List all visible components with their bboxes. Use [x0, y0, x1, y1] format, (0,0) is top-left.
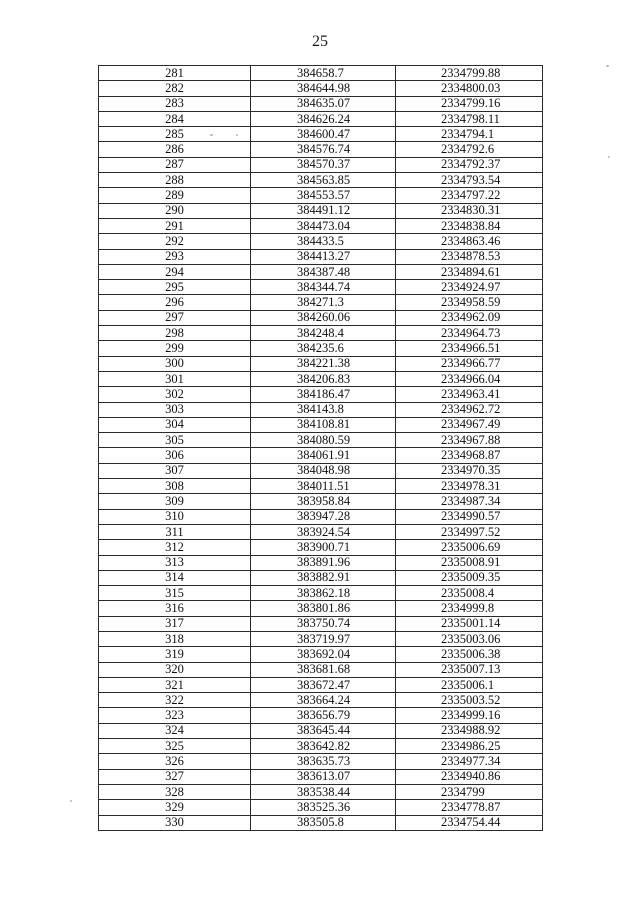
x-coordinate-cell: 384248.4 — [251, 326, 396, 341]
table-row — [99, 310, 543, 325]
scan-speck — [210, 134, 213, 136]
y-coordinate-cell: 2334754.44 — [396, 815, 543, 830]
y-coordinate-cell: 2334990.57 — [396, 509, 543, 524]
table-row — [99, 723, 543, 738]
x-coordinate-cell: 383882.91 — [251, 570, 396, 585]
scan-speck — [70, 800, 72, 802]
point-number-cell: 316 — [99, 601, 251, 616]
table-row — [99, 111, 543, 126]
y-coordinate-cell: 2335006.38 — [396, 647, 543, 662]
table-row — [99, 570, 543, 585]
x-coordinate-cell: 384235.6 — [251, 341, 396, 356]
x-coordinate-cell: 383635.73 — [251, 754, 396, 769]
table-row — [99, 708, 543, 723]
y-coordinate-cell: 2334966.51 — [396, 341, 543, 356]
point-number-cell: 295 — [99, 280, 251, 295]
y-coordinate-cell: 2334778.87 — [396, 800, 543, 815]
x-coordinate-cell: 384576.74 — [251, 142, 396, 157]
table-row — [99, 784, 543, 799]
table-row — [99, 433, 543, 448]
y-coordinate-cell: 2334986.25 — [396, 739, 543, 754]
table-row — [99, 280, 543, 295]
x-coordinate-cell: 383672.47 — [251, 677, 396, 692]
point-number-cell: 305 — [99, 433, 251, 448]
point-number-cell: 309 — [99, 494, 251, 509]
x-coordinate-cell: 383924.54 — [251, 524, 396, 539]
point-number-cell: 304 — [99, 417, 251, 432]
y-coordinate-cell: 2334793.54 — [396, 173, 543, 188]
y-coordinate-cell: 2335007.13 — [396, 662, 543, 677]
point-number-cell: 283 — [99, 96, 251, 111]
point-number-cell: 319 — [99, 647, 251, 662]
point-number-cell: 308 — [99, 479, 251, 494]
x-coordinate-cell: 383613.07 — [251, 769, 396, 784]
point-number-cell: 321 — [99, 677, 251, 692]
table-row — [99, 601, 543, 616]
y-coordinate-cell: 2334987.34 — [396, 494, 543, 509]
point-number-cell: 329 — [99, 800, 251, 815]
table-row — [99, 494, 543, 509]
x-coordinate-cell: 383801.86 — [251, 601, 396, 616]
y-coordinate-cell: 2334977.34 — [396, 754, 543, 769]
y-coordinate-cell: 2334978.31 — [396, 479, 543, 494]
x-coordinate-cell: 383692.04 — [251, 647, 396, 662]
x-coordinate-cell: 383900.71 — [251, 540, 396, 555]
x-coordinate-cell: 383719.97 — [251, 631, 396, 646]
y-coordinate-cell: 2334966.77 — [396, 356, 543, 371]
table-row — [99, 769, 543, 784]
table-row — [99, 555, 543, 570]
x-coordinate-cell: 384108.81 — [251, 417, 396, 432]
point-number-cell: 291 — [99, 218, 251, 233]
y-coordinate-cell: 2334940.86 — [396, 769, 543, 784]
point-number-cell: 314 — [99, 570, 251, 585]
table-row — [99, 647, 543, 662]
point-number-cell: 303 — [99, 402, 251, 417]
y-coordinate-cell: 2334958.59 — [396, 295, 543, 310]
y-coordinate-cell: 2334799.88 — [396, 66, 543, 81]
point-number-cell: 287 — [99, 157, 251, 172]
y-coordinate-cell: 2334798.11 — [396, 111, 543, 126]
y-coordinate-cell: 2334830.31 — [396, 203, 543, 218]
point-number-cell: 282 — [99, 81, 251, 96]
x-coordinate-cell: 384635.07 — [251, 96, 396, 111]
point-number-cell: 301 — [99, 371, 251, 386]
y-coordinate-cell: 2334988.92 — [396, 723, 543, 738]
x-coordinate-cell: 383958.84 — [251, 494, 396, 509]
page-number: 25 — [312, 33, 328, 50]
x-coordinate-cell: 384563.85 — [251, 173, 396, 188]
point-number-cell: 312 — [99, 540, 251, 555]
table-row — [99, 127, 543, 142]
x-coordinate-cell: 383664.24 — [251, 693, 396, 708]
x-coordinate-cell: 384626.24 — [251, 111, 396, 126]
y-coordinate-cell: 2335006.69 — [396, 540, 543, 555]
point-number-cell: 327 — [99, 769, 251, 784]
x-coordinate-cell: 384011.51 — [251, 479, 396, 494]
point-number-cell: 330 — [99, 815, 251, 830]
table-row — [99, 754, 543, 769]
point-number-cell: 318 — [99, 631, 251, 646]
x-coordinate-cell: 384221.38 — [251, 356, 396, 371]
x-coordinate-cell: 384570.37 — [251, 157, 396, 172]
x-coordinate-cell: 384658.7 — [251, 66, 396, 81]
table-row — [99, 264, 543, 279]
y-coordinate-cell: 2334794.1 — [396, 127, 543, 142]
point-number-cell: 311 — [99, 524, 251, 539]
coordinates-table — [98, 65, 543, 831]
x-coordinate-cell: 384600.47 — [251, 127, 396, 142]
y-coordinate-cell: 2335006.1 — [396, 677, 543, 692]
y-coordinate-cell: 2334799.16 — [396, 96, 543, 111]
point-number-cell: 296 — [99, 295, 251, 310]
x-coordinate-cell: 384387.48 — [251, 264, 396, 279]
x-coordinate-cell: 383656.79 — [251, 708, 396, 723]
x-coordinate-cell: 383750.74 — [251, 616, 396, 631]
scan-speck — [236, 134, 238, 136]
table-row — [99, 173, 543, 188]
table-row — [99, 677, 543, 692]
table-row — [99, 234, 543, 249]
x-coordinate-cell: 384061.91 — [251, 448, 396, 463]
x-coordinate-cell: 384048.98 — [251, 463, 396, 478]
x-coordinate-cell: 383891.96 — [251, 555, 396, 570]
y-coordinate-cell: 2334966.04 — [396, 371, 543, 386]
table-row — [99, 662, 543, 677]
x-coordinate-cell: 384473.04 — [251, 218, 396, 233]
point-number-cell: 320 — [99, 662, 251, 677]
x-coordinate-cell: 384143.8 — [251, 402, 396, 417]
point-number-cell: 281 — [99, 66, 251, 81]
table-row — [99, 142, 543, 157]
y-coordinate-cell: 2334968.87 — [396, 448, 543, 463]
point-number-cell: 286 — [99, 142, 251, 157]
point-number-cell: 307 — [99, 463, 251, 478]
y-coordinate-cell: 2334863.46 — [396, 234, 543, 249]
table-row — [99, 631, 543, 646]
table-row — [99, 249, 543, 264]
table-row — [99, 417, 543, 432]
x-coordinate-cell: 384433.5 — [251, 234, 396, 249]
x-coordinate-cell: 384413.27 — [251, 249, 396, 264]
table-row — [99, 326, 543, 341]
table-row — [99, 81, 543, 96]
x-coordinate-cell: 384491.12 — [251, 203, 396, 218]
point-number-cell: 284 — [99, 111, 251, 126]
point-number-cell: 323 — [99, 708, 251, 723]
y-coordinate-cell: 2335008.91 — [396, 555, 543, 570]
x-coordinate-cell: 383862.18 — [251, 586, 396, 601]
point-number-cell: 297 — [99, 310, 251, 325]
point-number-cell: 310 — [99, 509, 251, 524]
y-coordinate-cell: 2334962.09 — [396, 310, 543, 325]
table-row — [99, 616, 543, 631]
table-row — [99, 739, 543, 754]
x-coordinate-cell: 384271.3 — [251, 295, 396, 310]
y-coordinate-cell: 2334999.16 — [396, 708, 543, 723]
table-row — [99, 218, 543, 233]
y-coordinate-cell: 2335003.52 — [396, 693, 543, 708]
y-coordinate-cell: 2335008.4 — [396, 586, 543, 601]
x-coordinate-cell: 383505.8 — [251, 815, 396, 830]
point-number-cell: 326 — [99, 754, 251, 769]
point-number-cell: 285 — [99, 127, 251, 142]
point-number-cell: 315 — [99, 586, 251, 601]
point-number-cell: 325 — [99, 739, 251, 754]
x-coordinate-cell: 383525.36 — [251, 800, 396, 815]
y-coordinate-cell: 2334800.03 — [396, 81, 543, 96]
y-coordinate-cell: 2335009.35 — [396, 570, 543, 585]
x-coordinate-cell: 383642.82 — [251, 739, 396, 754]
y-coordinate-cell: 2334967.49 — [396, 417, 543, 432]
point-number-cell: 313 — [99, 555, 251, 570]
table-row — [99, 387, 543, 402]
table-row — [99, 66, 543, 81]
scan-speck — [606, 65, 609, 67]
x-coordinate-cell: 383947.28 — [251, 509, 396, 524]
table-row — [99, 448, 543, 463]
y-coordinate-cell: 2334999.8 — [396, 601, 543, 616]
x-coordinate-cell: 384260.06 — [251, 310, 396, 325]
y-coordinate-cell: 2334838.84 — [396, 218, 543, 233]
table-row — [99, 371, 543, 386]
table-row — [99, 463, 543, 478]
x-coordinate-cell: 383645.44 — [251, 723, 396, 738]
x-coordinate-cell: 384644.98 — [251, 81, 396, 96]
point-number-cell: 293 — [99, 249, 251, 264]
y-coordinate-cell: 2334997.52 — [396, 524, 543, 539]
table-row — [99, 295, 543, 310]
point-number-cell: 302 — [99, 387, 251, 402]
point-number-cell: 306 — [99, 448, 251, 463]
table-row — [99, 356, 543, 371]
table-row — [99, 540, 543, 555]
y-coordinate-cell: 2334792.6 — [396, 142, 543, 157]
y-coordinate-cell: 2334970.35 — [396, 463, 543, 478]
x-coordinate-cell: 384186.47 — [251, 387, 396, 402]
y-coordinate-cell: 2334967.88 — [396, 433, 543, 448]
y-coordinate-cell: 2334962.72 — [396, 402, 543, 417]
table-row — [99, 693, 543, 708]
table-row — [99, 509, 543, 524]
y-coordinate-cell: 2334799 — [396, 784, 543, 799]
table-row — [99, 815, 543, 830]
table-row — [99, 402, 543, 417]
x-coordinate-cell: 384553.57 — [251, 188, 396, 203]
coordinates-table-body — [99, 66, 543, 831]
y-coordinate-cell: 2334894.61 — [396, 264, 543, 279]
point-number-cell: 324 — [99, 723, 251, 738]
x-coordinate-cell: 384080.59 — [251, 433, 396, 448]
point-number-cell: 289 — [99, 188, 251, 203]
point-number-cell: 299 — [99, 341, 251, 356]
table-row — [99, 341, 543, 356]
y-coordinate-cell: 2335001.14 — [396, 616, 543, 631]
table-row — [99, 524, 543, 539]
point-number-cell: 290 — [99, 203, 251, 218]
point-number-cell: 298 — [99, 326, 251, 341]
table-row — [99, 800, 543, 815]
table-row — [99, 188, 543, 203]
y-coordinate-cell: 2334878.53 — [396, 249, 543, 264]
table-row — [99, 96, 543, 111]
scan-speck — [608, 156, 610, 158]
table-row — [99, 203, 543, 218]
table-row — [99, 586, 543, 601]
point-number-cell: 294 — [99, 264, 251, 279]
x-coordinate-cell: 383538.44 — [251, 784, 396, 799]
point-number-cell: 288 — [99, 173, 251, 188]
point-number-cell: 292 — [99, 234, 251, 249]
y-coordinate-cell: 2334792.37 — [396, 157, 543, 172]
table-row — [99, 479, 543, 494]
x-coordinate-cell: 384206.83 — [251, 371, 396, 386]
point-number-cell: 300 — [99, 356, 251, 371]
table-row — [99, 157, 543, 172]
x-coordinate-cell: 383681.68 — [251, 662, 396, 677]
point-number-cell: 328 — [99, 784, 251, 799]
y-coordinate-cell: 2334924.97 — [396, 280, 543, 295]
y-coordinate-cell: 2334963.41 — [396, 387, 543, 402]
y-coordinate-cell: 2334797.22 — [396, 188, 543, 203]
point-number-cell: 317 — [99, 616, 251, 631]
y-coordinate-cell: 2334964.73 — [396, 326, 543, 341]
y-coordinate-cell: 2335003.06 — [396, 631, 543, 646]
x-coordinate-cell: 384344.74 — [251, 280, 396, 295]
point-number-cell: 322 — [99, 693, 251, 708]
